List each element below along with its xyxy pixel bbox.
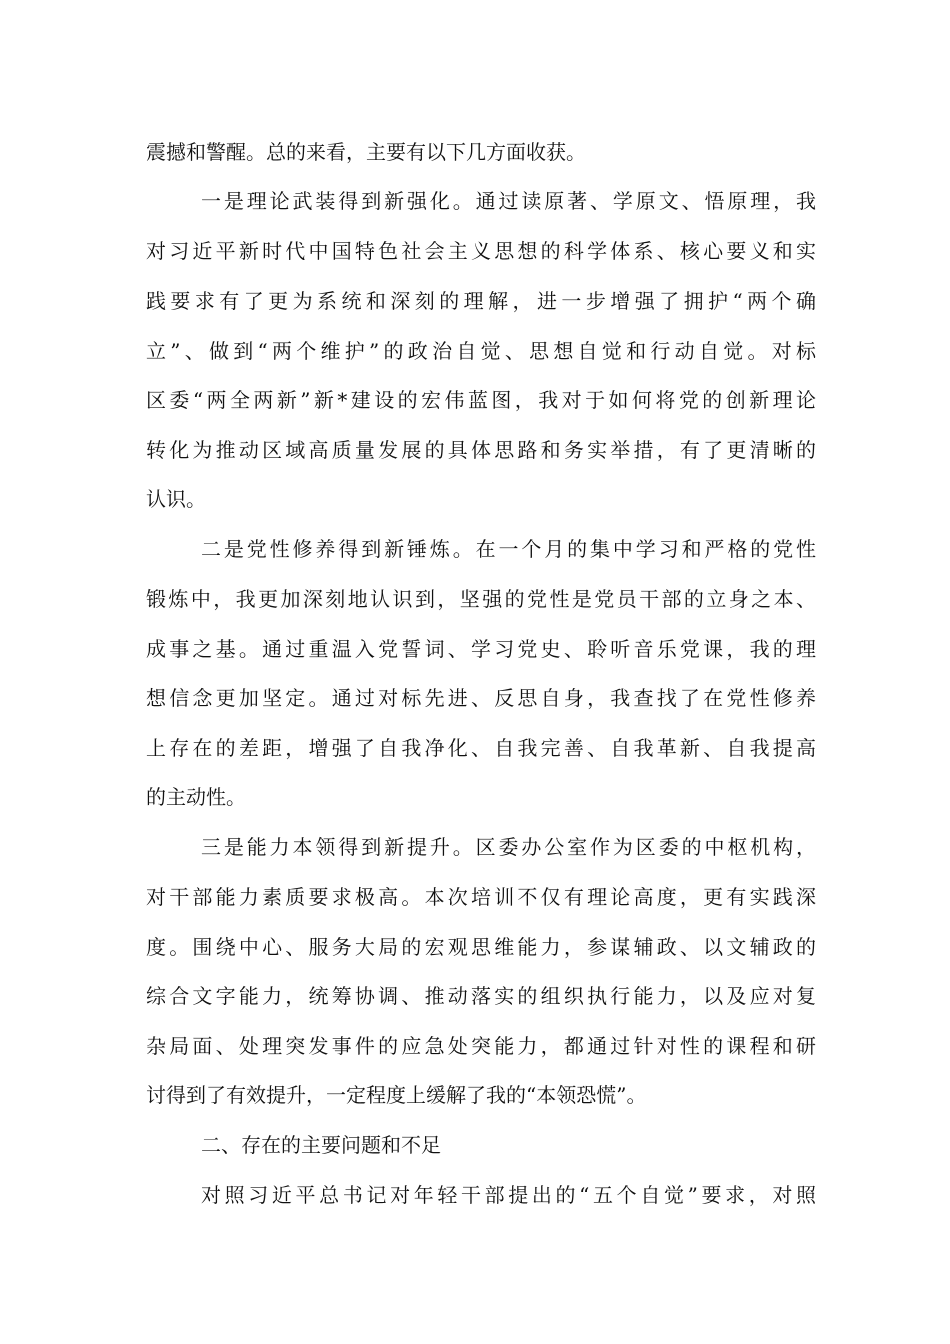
paragraph-3-line-5: 杂局面、处理突发事件的应急处突能力，都通过针对性的课程和研 — [146, 1034, 816, 1058]
paragraph-4-line-1: 对照习近平总书记对年轻干部提出的“五个自觉”要求，对照 — [201, 1183, 816, 1207]
paragraph-2-line-4: 想信念更加坚定。通过对标先进、反思自身，我查找了在党性修养 — [146, 686, 816, 710]
paragraph-3-line-4: 综合文字能力，统筹协调、推动落实的组织执行能力，以及应对复 — [146, 984, 816, 1008]
paragraph-1-line-1: 一是理论武装得到新强化。通过读原著、学原文、悟原理，我 — [201, 189, 816, 213]
paragraph-1-line-5: 区委“两全两新”新*建设的宏伟蓝图，我对于如何将党的创新理论 — [146, 388, 816, 412]
paragraph-1-line-4: 立”、做到“两个维护”的政治自觉、思想自觉和行动自觉。对标 — [146, 339, 816, 363]
paragraph-2-line-1: 二是党性修养得到新锤炼。在一个月的集中学习和严格的党性 — [201, 537, 816, 561]
section-heading: 二、存在的主要问题和不足 — [201, 1133, 441, 1157]
text-line-1: 震撼和警醒。总的来看，主要有以下几方面收获。 — [146, 140, 586, 164]
paragraph-3-line-2: 对干部能力素质要求极高。本次培训不仅有理论高度，更有实践深 — [146, 885, 816, 909]
paragraph-2-line-6: 的主动性。 — [146, 785, 246, 809]
paragraph-2-line-5: 上存在的差距，增强了自我净化、自我完善、自我革新、自我提高 — [146, 736, 816, 760]
paragraph-3-line-1: 三是能力本领得到新提升。区委办公室作为区委的中枢机构， — [201, 835, 816, 859]
paragraph-1-line-7: 认识。 — [146, 487, 206, 511]
paragraph-2-line-3: 成事之基。通过重温入党誓词、学习党史、聆听音乐党课，我的理 — [146, 637, 816, 661]
paragraph-2-line-2: 锻炼中，我更加深刻地认识到，坚强的党性是党员干部的立身之本、 — [146, 587, 816, 611]
paragraph-1-line-6: 转化为推动区域高质量发展的具体思路和务实举措，有了更清晰的 — [146, 438, 816, 462]
paragraph-3-line-6: 讨得到了有效提升，一定程度上缓解了我的“本领恐慌”。 — [146, 1083, 647, 1107]
paragraph-1-line-2: 对习近平新时代中国特色社会主义思想的科学体系、核心要义和实 — [146, 239, 816, 263]
paragraph-1-line-3: 践要求有了更为系统和深刻的理解，进一步增强了拥护“两个确 — [146, 289, 816, 313]
paragraph-3-line-3: 度。围绕中心、服务大局的宏观思维能力，参谋辅政、以文辅政的 — [146, 935, 816, 959]
